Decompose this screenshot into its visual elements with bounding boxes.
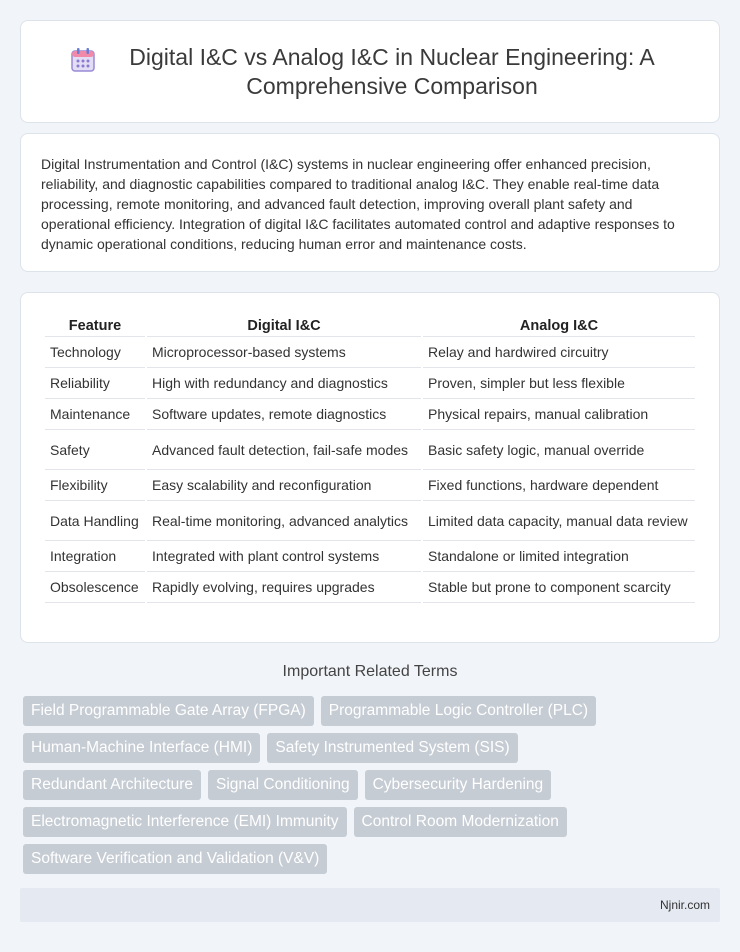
related-term-tag[interactable]: Electromagnetic Interference (EMI) Immunity — [23, 807, 347, 837]
cell-analog: Proven, simpler but less flexible — [423, 368, 695, 399]
table-row — [45, 572, 695, 603]
table-row — [45, 368, 695, 399]
related-term-tag[interactable]: Signal Conditioning — [208, 770, 358, 800]
cell-analog: Stable but prone to component scarcity — [423, 572, 695, 603]
page-title: Digital I&C vs Analog I&C in Nuclear Engineering: A Comprehensive Comparison — [129, 43, 655, 99]
comparison-card — [20, 292, 720, 643]
related-terms-heading: Important Related Terms — [282, 663, 458, 680]
table-row — [45, 501, 695, 541]
header-feature: Feature — [45, 313, 145, 337]
header-digital: Digital I&C — [147, 313, 421, 337]
cell-digital: Easy scalability and reconfiguration — [147, 470, 421, 501]
title-card — [20, 20, 720, 123]
table-header-row — [45, 313, 695, 337]
related-term-tag[interactable]: Field Programmable Gate Array (FPGA) — [23, 696, 314, 726]
cell-feature: Technology — [45, 337, 145, 368]
site-name[interactable]: Njnir.com — [659, 898, 710, 912]
related-term-tag[interactable]: Redundant Architecture — [23, 770, 201, 800]
cell-analog: Standalone or limited integration — [423, 541, 695, 572]
table-row — [45, 541, 695, 572]
cell-analog: Limited data capacity, manual data review — [423, 501, 695, 541]
calendar-icon — [70, 47, 96, 73]
cell-digital: Integrated with plant control systems — [147, 541, 421, 572]
table-row — [45, 470, 695, 501]
related-term-tag[interactable]: Human-Machine Interface (HMI) — [23, 733, 260, 763]
cell-feature: Data Handling — [45, 501, 145, 541]
cell-feature: Integration — [45, 541, 145, 572]
cell-digital: Real-time monitoring, advanced analytics — [147, 501, 421, 541]
footer — [20, 888, 720, 922]
table-row — [45, 399, 695, 430]
related-terms-list — [23, 696, 713, 881]
cell-feature: Flexibility — [45, 470, 145, 501]
cell-feature: Obsolescence — [45, 572, 145, 603]
cell-feature: Safety — [45, 430, 145, 470]
cell-feature: Reliability — [45, 368, 145, 399]
intro-paragraph: Digital Instrumentation and Control (I&C) systems in nuclear engineering offer enhanced precision, reliability, and diagnostic capabilities compared to traditional analog I&C. They enable real-time data processing, remote monitoring, and advanced fault detection, improving overall plant safety and operational efficiency. Integration of digital I&C facilitates automated control and adaptive responses to dynamic operational conditions, reducing human error and maintenance costs. — [41, 156, 675, 252]
related-term-tag[interactable]: Software Verification and Validation (V&V) — [23, 844, 327, 874]
cell-analog: Fixed functions, hardware dependent — [423, 470, 695, 501]
header-analog: Analog I&C — [423, 313, 695, 337]
intro-card — [20, 133, 720, 272]
cell-digital: Advanced fault detection, fail-safe modes — [147, 430, 421, 470]
table-row — [45, 430, 695, 470]
cell-digital: Software updates, remote diagnostics — [147, 399, 421, 430]
related-term-tag[interactable]: Programmable Logic Controller (PLC) — [321, 696, 596, 726]
cell-analog: Physical repairs, manual calibration — [423, 399, 695, 430]
cell-analog: Relay and hardwired circuitry — [423, 337, 695, 368]
comparison-table — [43, 313, 697, 603]
related-term-tag[interactable]: Control Room Modernization — [354, 807, 567, 837]
cell-feature: Maintenance — [45, 399, 145, 430]
cell-analog: Basic safety logic, manual override — [423, 430, 695, 470]
cell-digital: Microprocessor-based systems — [147, 337, 421, 368]
related-term-tag[interactable]: Safety Instrumented System (SIS) — [267, 733, 517, 763]
related-term-tag[interactable]: Cybersecurity Hardening — [365, 770, 552, 800]
cell-digital: Rapidly evolving, requires upgrades — [147, 572, 421, 603]
table-row — [45, 337, 695, 368]
cell-digital: High with redundancy and diagnostics — [147, 368, 421, 399]
